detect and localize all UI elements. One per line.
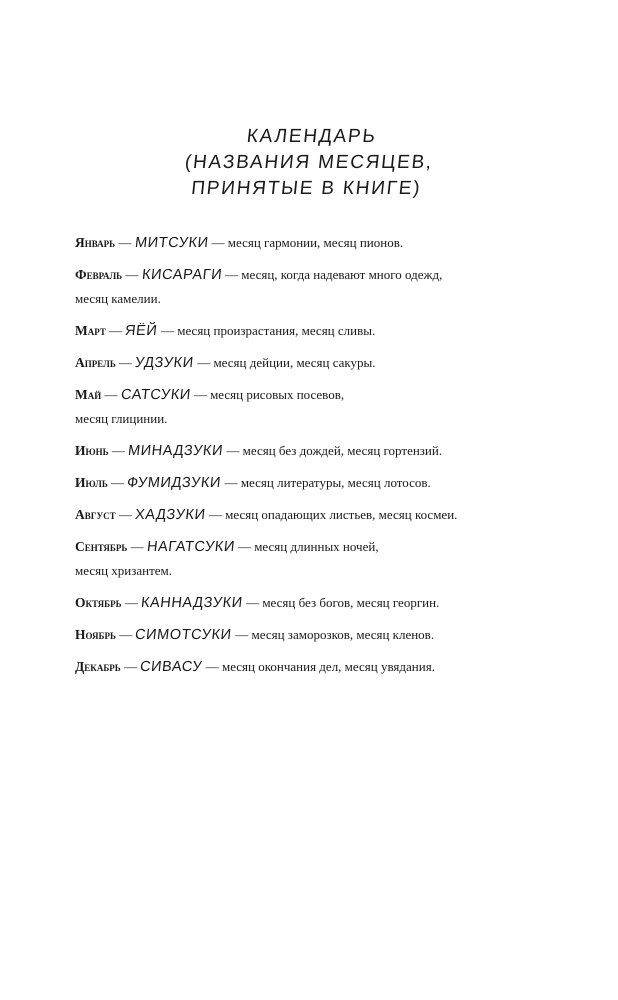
japanese-month-name: КАННАДЗУКИ bbox=[140, 595, 244, 611]
dash: — bbox=[115, 507, 136, 522]
heading-line-3: ПРИНЯТЫЕ В КНИГЕ) bbox=[190, 178, 423, 199]
month-name: Октябрь bbox=[75, 595, 122, 610]
month-entry-january bbox=[75, 231, 555, 255]
japanese-month-name: МИНАДЗУКИ bbox=[127, 443, 224, 459]
month-name: Август bbox=[75, 507, 116, 522]
month-description: — месяц рисовых посевов, bbox=[190, 387, 345, 402]
month-name: Декабрь bbox=[75, 659, 121, 674]
dash: — bbox=[127, 539, 147, 554]
japanese-month-name: КИСАРАГИ bbox=[140, 267, 223, 283]
japanese-month-name: МИТСУКИ bbox=[133, 235, 210, 251]
month-entry-march bbox=[75, 319, 555, 343]
month-description-continued: месяц глицинии. bbox=[75, 411, 168, 426]
month-name: Апрель bbox=[75, 355, 116, 370]
dash: — bbox=[105, 323, 126, 338]
month-entry-may bbox=[75, 383, 555, 431]
month-entry-february bbox=[75, 263, 555, 311]
month-description: — месяц опадающих листьев, месяц космеи. bbox=[205, 507, 458, 522]
japanese-month-name: НАГАТСУКИ bbox=[145, 539, 236, 555]
month-description: — месяц заморозков, месяц кленов. bbox=[232, 627, 435, 642]
dash: — bbox=[121, 595, 142, 610]
month-description: — месяц без дождей, месяц гортензий. bbox=[223, 443, 443, 458]
month-entry-december bbox=[75, 655, 555, 679]
dash: — bbox=[120, 659, 141, 674]
month-description: — месяц длинных ночей, bbox=[234, 539, 379, 554]
month-name: Июнь bbox=[75, 443, 109, 458]
dash: — bbox=[107, 475, 128, 490]
month-name: Январь bbox=[75, 235, 116, 250]
month-name: Март bbox=[75, 323, 106, 338]
month-entry-october bbox=[75, 591, 555, 615]
month-description-continued: месяц хризантем. bbox=[75, 563, 173, 578]
month-entry-june bbox=[75, 439, 555, 463]
month-entry-august bbox=[75, 503, 555, 527]
month-name: Июль bbox=[75, 475, 108, 490]
month-description: — месяц, когда надевают много одежд, bbox=[221, 267, 443, 282]
calendar-heading bbox=[0, 124, 618, 202]
heading-line-1: КАЛЕНДАРЬ bbox=[245, 126, 378, 147]
dash: — bbox=[115, 627, 136, 642]
dash: — bbox=[101, 387, 121, 402]
japanese-month-name: УДЗУКИ bbox=[134, 355, 195, 371]
month-entry-september bbox=[75, 535, 555, 583]
japanese-month-name: СИВАСУ bbox=[139, 659, 204, 675]
dash: — bbox=[115, 355, 136, 370]
month-list bbox=[75, 231, 555, 687]
month-entry-july bbox=[75, 471, 555, 495]
month-description: — месяц гармонии, месяц пионов. bbox=[208, 235, 404, 250]
month-name: Февраль bbox=[75, 267, 123, 282]
month-name: Сентябрь bbox=[75, 539, 128, 554]
month-description: — месяц без богов, месяц георгин. bbox=[242, 595, 440, 610]
heading-line-2: (НАЗВАНИЯ МЕСЯЦЕВ, bbox=[183, 152, 435, 173]
japanese-month-name: ФУМИДЗУКИ bbox=[126, 475, 223, 491]
month-description: — месяц окончания дел, месяц увядания. bbox=[202, 659, 435, 674]
japanese-month-name: САТСУКИ bbox=[119, 387, 192, 403]
month-entry-november bbox=[75, 623, 555, 647]
month-description: — месяц литературы, месяц лотосов. bbox=[221, 475, 431, 490]
dash: — bbox=[122, 267, 142, 282]
month-description-continued: месяц камелии. bbox=[75, 291, 161, 306]
month-description: — месяц дейции, месяц сакуры. bbox=[193, 355, 376, 370]
month-name: Ноябрь bbox=[75, 627, 116, 642]
dash: — bbox=[108, 443, 129, 458]
japanese-month-name: ЯЁЙ bbox=[124, 323, 159, 339]
month-name: Май bbox=[75, 387, 102, 402]
month-description: — месяц произрастания, месяц сливы. bbox=[157, 323, 376, 338]
japanese-month-name: СИМОТСУКИ bbox=[134, 627, 233, 643]
month-entry-april bbox=[75, 351, 555, 375]
dash: — bbox=[115, 235, 135, 250]
japanese-month-name: ХАДЗУКИ bbox=[134, 507, 207, 523]
